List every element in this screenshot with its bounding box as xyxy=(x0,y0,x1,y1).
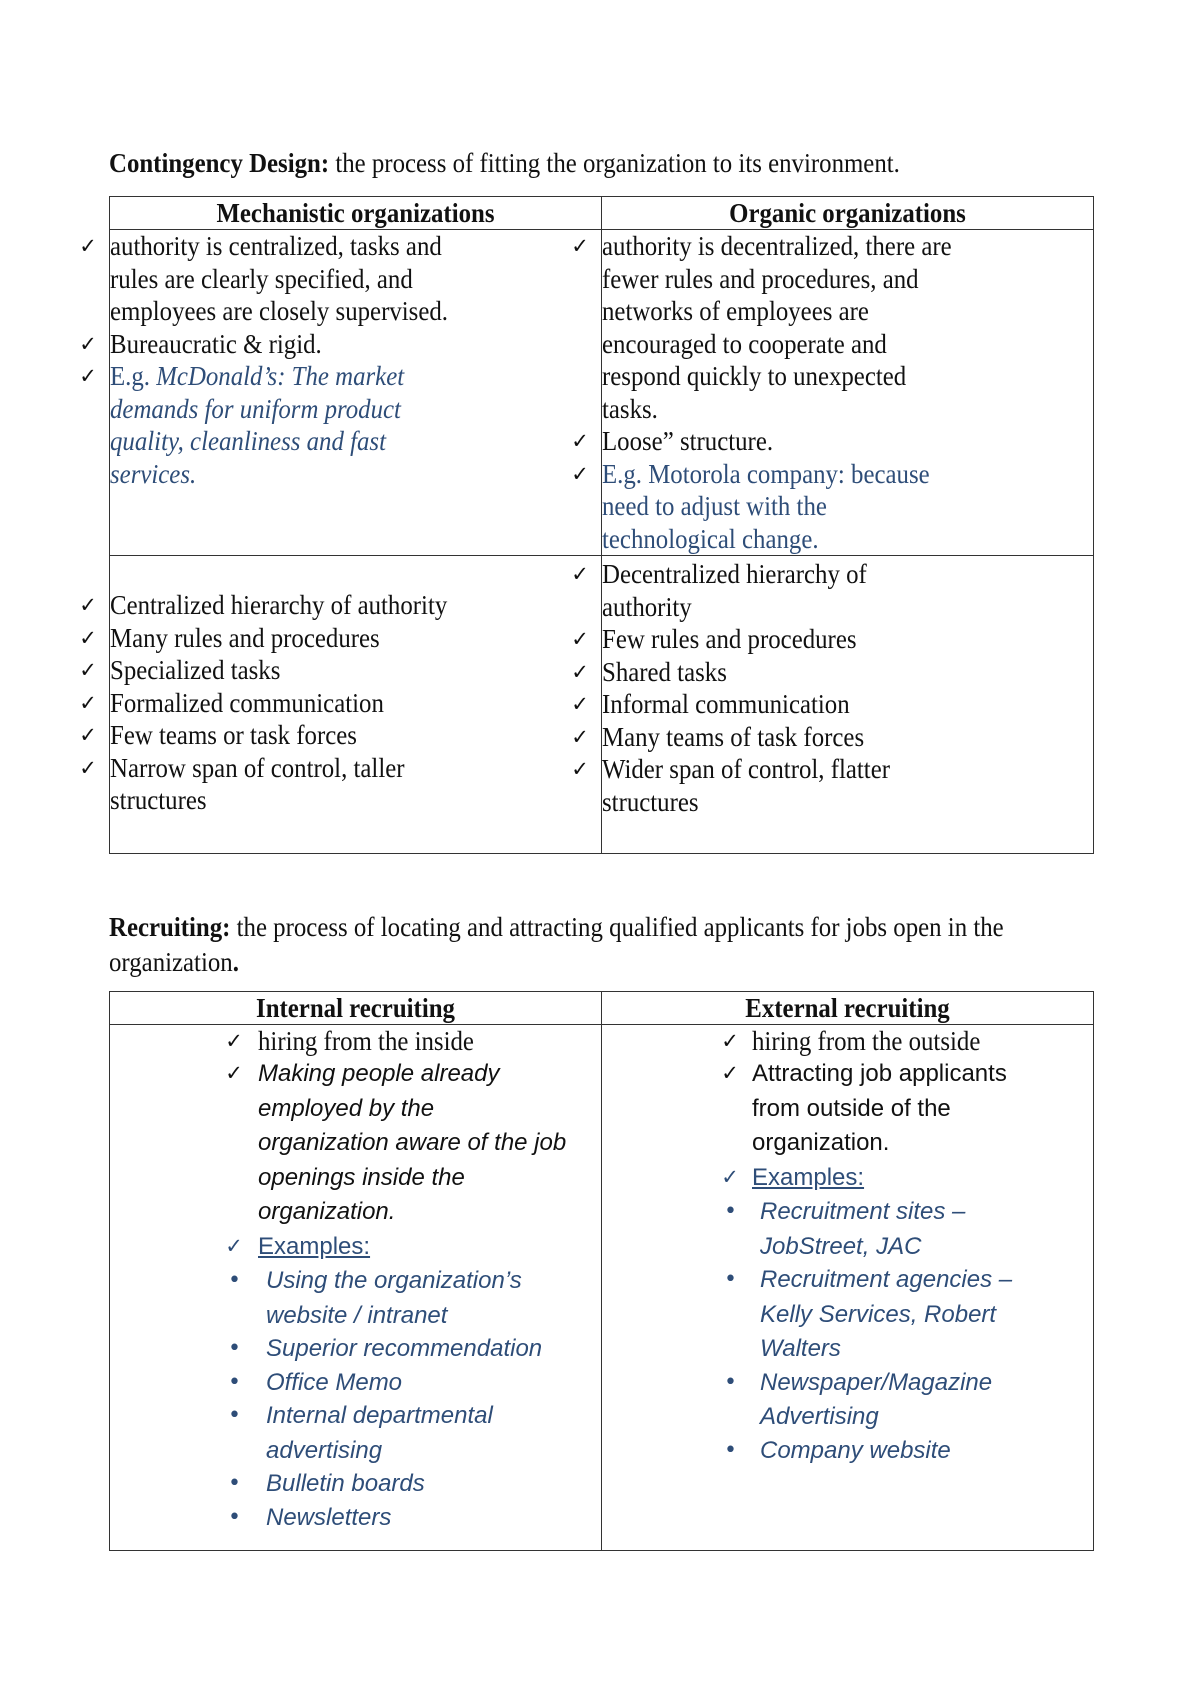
column-header-mechanistic: Mechanistic organizations xyxy=(110,197,602,230)
item-text: Loose” structure. xyxy=(602,426,774,456)
example-item xyxy=(602,1195,1093,1264)
bullet-icon: • xyxy=(724,1369,737,1395)
list-item xyxy=(79,654,601,687)
bullet-icon: • xyxy=(724,1437,737,1463)
check-mark-icon: ✓ xyxy=(79,723,97,747)
check-mark-icon: ✓ xyxy=(79,625,97,650)
column-header-organic: Organic organizations xyxy=(602,197,1094,230)
example-text: Recruitment sites – JobStreet, JAC xyxy=(760,1198,966,1260)
item-text: authority is decentralized, there are fewer rules and procedures, and networks of employees are encouraged to cooperate and respond quickly to unexpected tasks. xyxy=(602,231,952,424)
item-text: hiring from the outside xyxy=(752,1026,981,1056)
section-heading-recruiting xyxy=(109,910,1020,980)
list-item xyxy=(571,623,1093,656)
check-mark-icon: ✓ xyxy=(79,234,97,258)
column-header-internal: Internal recruiting xyxy=(110,992,602,1025)
example-text: Using the organization’s website / intranet xyxy=(266,1267,522,1329)
check-mark-icon: ✓ xyxy=(79,690,97,715)
check-mark-icon: ✓ xyxy=(571,562,589,586)
section-heading-contingency xyxy=(109,146,1020,181)
list-item xyxy=(79,752,601,817)
item-text: Centralized hierarchy of authority xyxy=(110,590,448,620)
item-text: Attracting job applicants from outside of the organization. xyxy=(752,1060,1007,1156)
check-mark-icon: ✓ xyxy=(79,364,97,388)
list-item xyxy=(79,328,601,361)
internal-recruiting-list xyxy=(110,1025,601,1535)
item-text: Few teams or task forces xyxy=(110,720,357,750)
mechanistic-description-cell xyxy=(79,230,602,556)
recruiting-table xyxy=(109,991,1094,1551)
item-text: Wider span of control, flatter structures xyxy=(602,754,891,817)
list-item xyxy=(79,360,601,490)
item-text: Making people already employed by the organization aware of the job openings inside the organization. xyxy=(258,1060,567,1225)
organic-description-list xyxy=(571,230,1093,555)
item-text: Many rules and procedures xyxy=(110,622,380,653)
list-item xyxy=(571,688,1093,721)
item-prefix: E.g. xyxy=(110,361,157,391)
list-item xyxy=(571,656,1093,689)
item-text: Formalized communication xyxy=(110,687,384,718)
list-item xyxy=(571,425,1093,458)
examples-label: Examples: xyxy=(752,1163,865,1191)
organic-traits-list xyxy=(571,556,1093,818)
example-text: Internal departmental advertising xyxy=(266,1402,493,1464)
list-item xyxy=(79,687,601,720)
item-text: E.g. Motorola company: because need to adjust with the technological change. xyxy=(602,458,930,554)
check-mark-icon: ✓ xyxy=(571,627,589,651)
check-mark-icon: ✓ xyxy=(79,593,97,617)
check-mark-icon: ✓ xyxy=(721,1164,739,1189)
bullet-icon: • xyxy=(228,1471,241,1496)
bullet-icon: • xyxy=(228,1403,241,1428)
check-mark-icon: ✓ xyxy=(79,658,97,682)
example-item xyxy=(602,1263,1093,1367)
check-mark-icon: ✓ xyxy=(721,1029,739,1053)
example-text: Company website xyxy=(760,1436,951,1464)
check-mark-icon: ✓ xyxy=(571,659,589,684)
bullet-icon: • xyxy=(228,1369,241,1395)
list-item xyxy=(79,230,601,328)
example-item xyxy=(110,1264,601,1333)
heading-definition: the process of fitting the organization to its environment. xyxy=(329,148,900,178)
check-mark-icon: ✓ xyxy=(571,429,589,453)
heading-definition: the process of locating and attracting qualified applicants for jobs open in the organization xyxy=(109,912,1004,977)
internal-recruiting-cell xyxy=(110,1025,602,1551)
examples-label: Examples: xyxy=(258,1232,371,1260)
column-header-external: External recruiting xyxy=(602,992,1094,1025)
example-text: Newspaper/Magazine Advertising xyxy=(760,1368,993,1430)
example-text: Office Memo xyxy=(266,1368,403,1396)
check-mark-icon: ✓ xyxy=(79,331,97,356)
mechanistic-description-list xyxy=(79,230,601,490)
example-item xyxy=(602,1366,1093,1435)
item-text: Decentralized hierarchy of authority xyxy=(602,559,867,622)
item-text: Shared tasks xyxy=(602,656,727,687)
mechanistic-traits-list xyxy=(79,556,601,817)
check-mark-icon: ✓ xyxy=(571,692,589,716)
check-mark-icon: ✓ xyxy=(571,724,589,749)
external-recruiting-list xyxy=(602,1025,1093,1468)
example-item xyxy=(110,1332,601,1367)
list-item xyxy=(571,721,1093,754)
item-text: authority is centralized, tasks and rules are clearly specified, and employees are closely supervised. xyxy=(110,231,448,326)
check-mark-icon: ✓ xyxy=(721,1061,739,1085)
bullet-icon: • xyxy=(724,1199,737,1224)
heading-term: Recruiting: xyxy=(109,912,231,942)
bullet-icon: • xyxy=(724,1267,737,1292)
organic-traits-cell xyxy=(571,556,1094,854)
example-item xyxy=(110,1366,601,1401)
bullet-icon: • xyxy=(228,1268,241,1293)
check-mark-icon: ✓ xyxy=(571,234,589,258)
list-item xyxy=(571,558,1093,623)
item-example: McDonald’s: The market demands for uniform product quality, cleanliness and fast services. xyxy=(110,361,405,489)
item-text: Narrow span of control, taller structures xyxy=(110,752,405,815)
example-text: Newsletters xyxy=(266,1503,392,1531)
list-item xyxy=(602,1057,1093,1161)
example-item xyxy=(110,1501,601,1536)
item-text: Few rules and procedures xyxy=(602,624,857,654)
list-item xyxy=(571,230,1093,425)
list-item xyxy=(602,1025,1093,1057)
example-text: Recruitment agencies – Kelly Services, Robert Walters xyxy=(760,1266,1013,1362)
item-text: Informal communication xyxy=(602,689,850,719)
external-recruiting-cell xyxy=(602,1025,1094,1551)
bullet-icon: • xyxy=(228,1336,241,1361)
check-mark-icon: ✓ xyxy=(225,1029,243,1053)
list-item xyxy=(110,1057,601,1230)
example-item xyxy=(602,1434,1093,1469)
organic-description-cell xyxy=(571,230,1094,556)
list-item xyxy=(571,458,1093,556)
list-item xyxy=(79,622,601,655)
item-text: Many teams of task forces xyxy=(602,721,865,752)
item-text: Specialized tasks xyxy=(110,655,281,685)
list-item xyxy=(571,753,1093,818)
item-text xyxy=(110,360,473,490)
check-mark-icon: ✓ xyxy=(571,757,589,781)
list-item xyxy=(79,589,601,622)
examples-header xyxy=(602,1161,1093,1196)
mechanistic-traits-cell xyxy=(79,556,602,854)
heading-term: Contingency Design: xyxy=(109,148,330,178)
item-text: hiring from the inside xyxy=(258,1026,474,1056)
example-item xyxy=(110,1399,601,1468)
heading-period: . xyxy=(232,947,239,977)
example-text: Bulletin boards xyxy=(266,1470,425,1497)
check-mark-icon: ✓ xyxy=(79,755,97,780)
contingency-table xyxy=(79,196,1094,854)
check-mark-icon: ✓ xyxy=(225,1233,243,1258)
bullet-icon: • xyxy=(228,1504,241,1530)
list-item xyxy=(110,1025,601,1057)
example-text: Superior recommendation xyxy=(266,1335,543,1362)
item-text: Bureaucratic & rigid. xyxy=(110,328,322,359)
check-mark-icon: ✓ xyxy=(225,1061,243,1085)
check-mark-icon: ✓ xyxy=(571,461,589,486)
list-item xyxy=(79,719,601,752)
example-item xyxy=(110,1467,601,1502)
examples-header xyxy=(110,1230,601,1265)
